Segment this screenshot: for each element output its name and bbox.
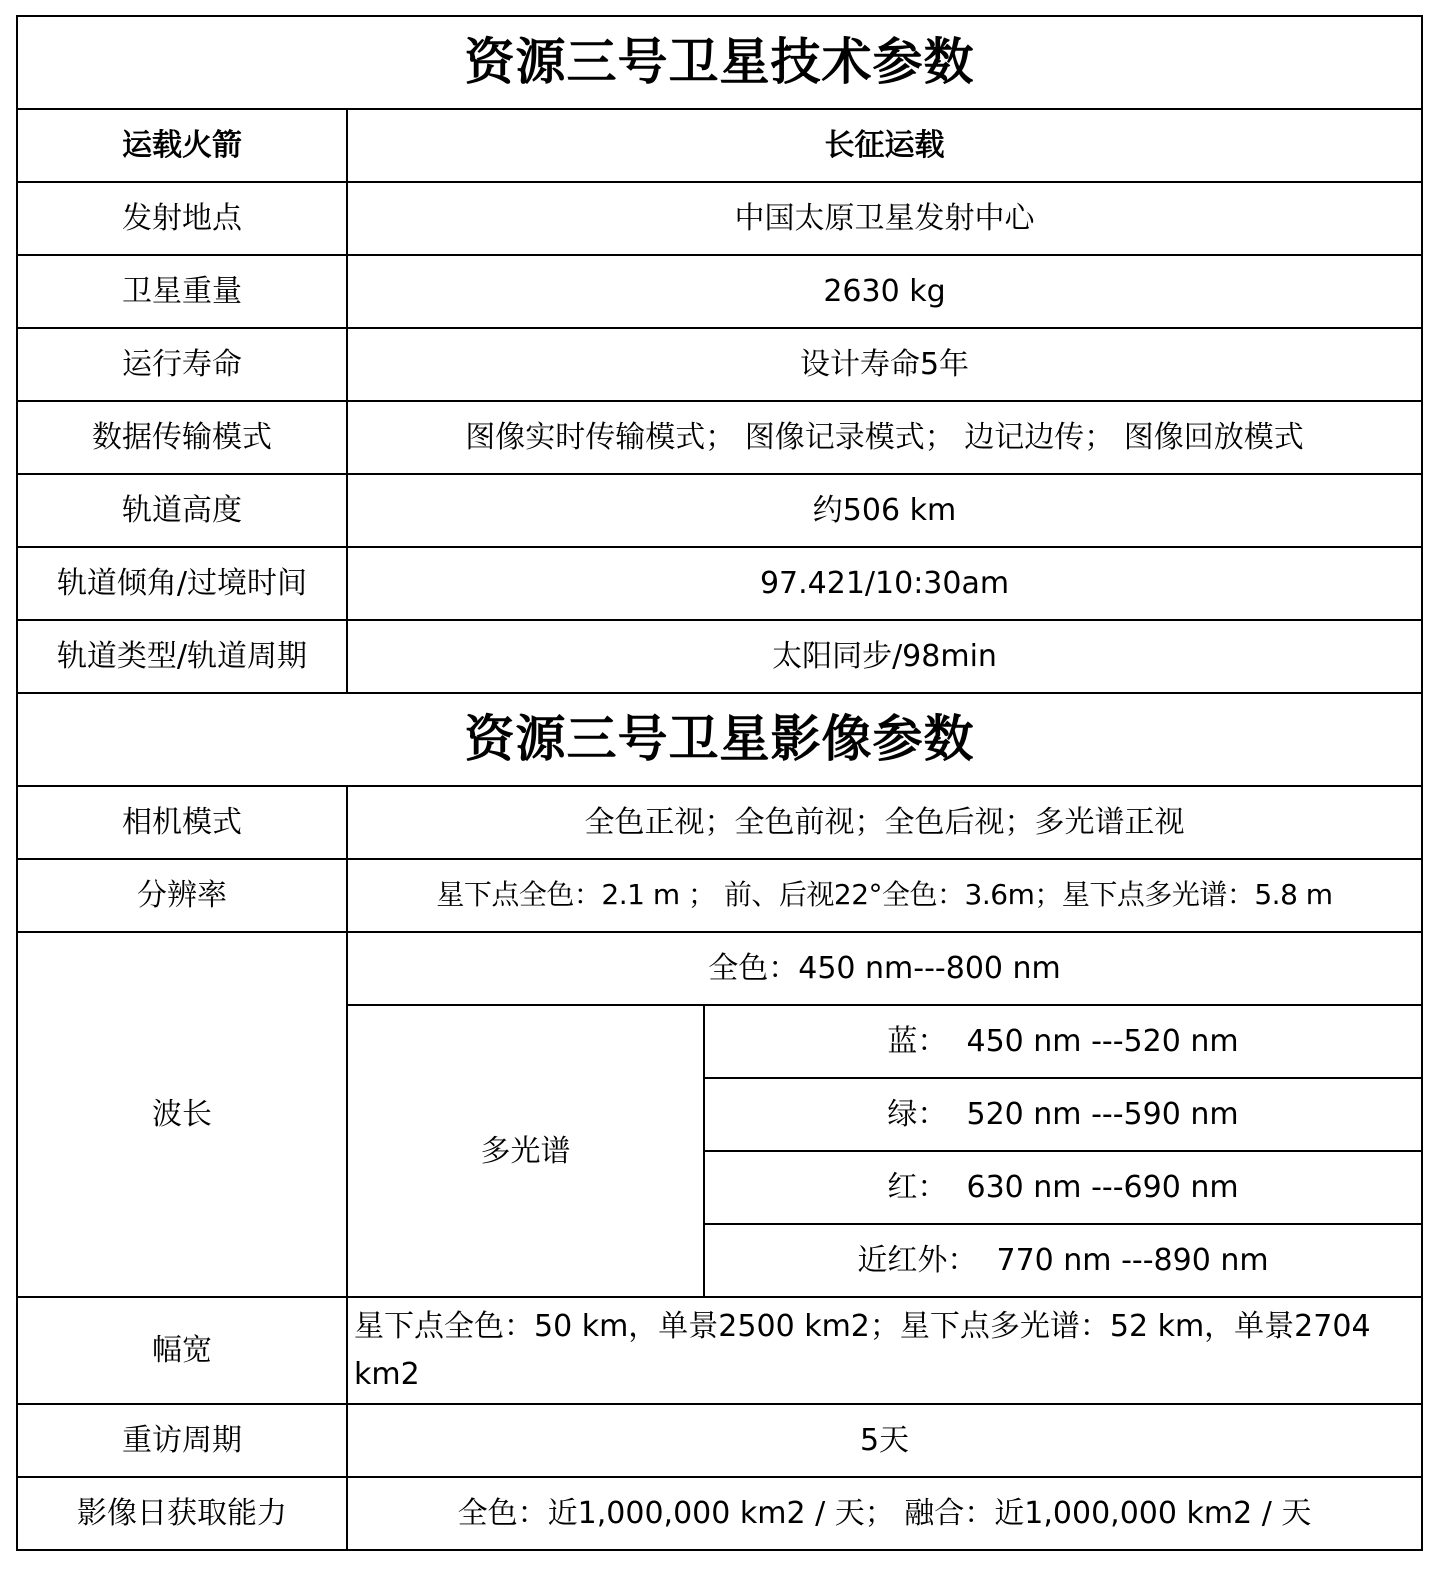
- row-value: 中国太原卫星发射中心: [347, 182, 1422, 255]
- table-row: [17, 328, 1422, 401]
- band-near-infrared: 近红外： 770 nm ---890 nm: [704, 1224, 1422, 1297]
- row-value: 约506 km: [347, 474, 1422, 547]
- table-row: [17, 182, 1422, 255]
- row-value: 5天: [347, 1404, 1422, 1477]
- row-label: 分辨率: [17, 859, 347, 932]
- table-row: [17, 1477, 1422, 1550]
- table-row: [17, 109, 1422, 182]
- row-label: 影像日获取能力: [17, 1477, 347, 1550]
- panchromatic-band: 全色：450 nm---800 nm: [347, 932, 1422, 1005]
- table-row: [17, 859, 1422, 932]
- row-label: 相机模式: [17, 786, 347, 859]
- row-label: 轨道类型/轨道周期: [17, 620, 347, 693]
- row-value: 星下点全色：50 km，单景2500 km2；星下点多光谱：52 km，单景2704 km2: [347, 1297, 1422, 1404]
- row-label: 发射地点: [17, 182, 347, 255]
- row-label: 轨道高度: [17, 474, 347, 547]
- multispectral-label: 多光谱: [347, 1005, 704, 1297]
- technical-title: 资源三号卫星技术参数: [17, 16, 1422, 109]
- row-label: 重访周期: [17, 1404, 347, 1477]
- row-value: 长征运载: [347, 109, 1422, 182]
- table-row: [17, 474, 1422, 547]
- imaging-title-row: [17, 693, 1422, 786]
- row-label: 卫星重量: [17, 255, 347, 328]
- row-label: 运行寿命: [17, 328, 347, 401]
- band-blue: 蓝： 450 nm ---520 nm: [704, 1005, 1422, 1078]
- table-row: [17, 255, 1422, 328]
- table-row: [17, 932, 1422, 1005]
- band-red: 红： 630 nm ---690 nm: [704, 1151, 1422, 1224]
- band-green: 绿： 520 nm ---590 nm: [704, 1078, 1422, 1151]
- satellite-parameters-table: [16, 15, 1423, 1551]
- row-value: 设计寿命5年: [347, 328, 1422, 401]
- table-row: [17, 786, 1422, 859]
- imaging-title: 资源三号卫星影像参数: [17, 693, 1422, 786]
- row-value: 太阳同步/98min: [347, 620, 1422, 693]
- row-value: 图像实时传输模式； 图像记录模式； 边记边传； 图像回放模式: [347, 401, 1422, 474]
- row-label: 数据传输模式: [17, 401, 347, 474]
- row-label: 幅宽: [17, 1297, 347, 1404]
- wavelength-label: 波长: [17, 932, 347, 1297]
- table-row: [17, 401, 1422, 474]
- table-row: [17, 620, 1422, 693]
- row-label: 运载火箭: [17, 109, 347, 182]
- row-value: 星下点全色：2.1 m ； 前、后视22°全色：3.6m；星下点多光谱：5.8 m: [347, 859, 1422, 932]
- table-row: [17, 547, 1422, 620]
- table-row: [17, 1404, 1422, 1477]
- row-value: 2630 kg: [347, 255, 1422, 328]
- row-value: 全色：近1,000,000 km2 / 天； 融合：近1,000,000 km2 / 天: [347, 1477, 1422, 1550]
- table-row: [17, 1297, 1422, 1404]
- row-label: 轨道倾角/过境时间: [17, 547, 347, 620]
- row-value: 97.421/10:30am: [347, 547, 1422, 620]
- row-value: 全色正视；全色前视；全色后视；多光谱正视: [347, 786, 1422, 859]
- technical-title-row: [17, 16, 1422, 109]
